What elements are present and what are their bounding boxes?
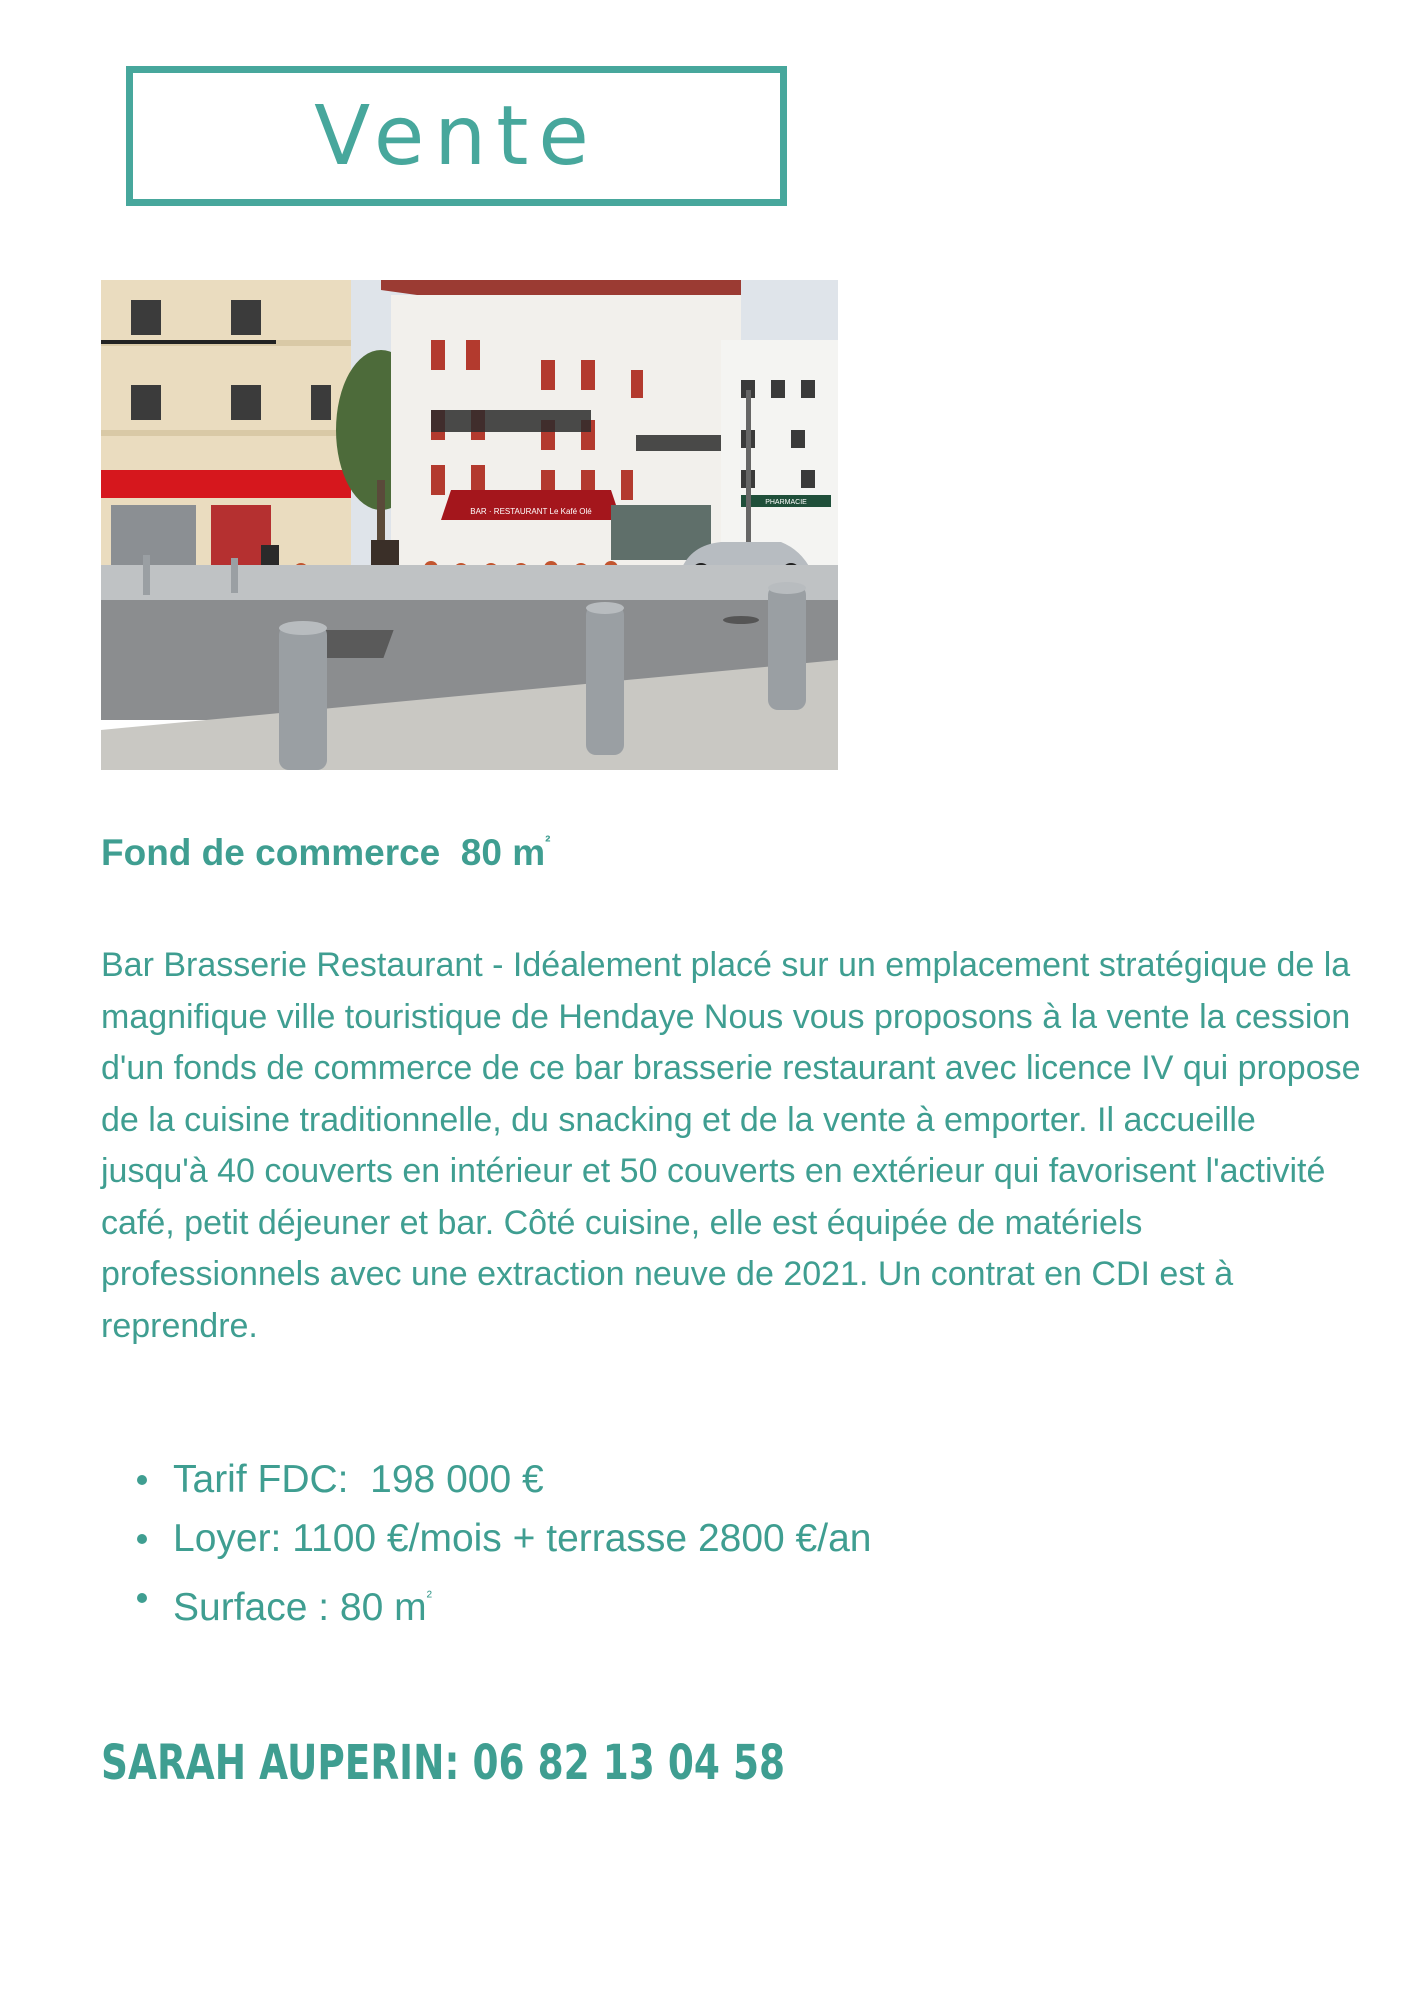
- key-facts-list: [101, 1450, 871, 1637]
- square-meter-superscript: ²: [545, 834, 551, 851]
- listing-description: Bar Brasserie Restaurant - Idéalement placé sur un emplacement stratégique de la magnifique ville touristique de Hendaye Nous vous proposons à la vente la cession d'un fonds de commerce de ce bar brasserie restaurant avec licence IV qui propose de la cuisine traditionnelle, du snacking et de la vente à emporter. Il accueille jusqu'à 40 couverts en intérieur et 50 couverts en extérieur qui favorisent l'activité café, petit déjeuner et bar. Côté cuisine, elle est équipée de matériels professionnels avec une extraction neuve de 2021. Un contrat en CDI est à reprendre.: [101, 946, 1361, 1345]
- svg-text:PHARMACIE: PHARMACIE: [765, 499, 807, 506]
- bullet-text: Surface : 80 m: [173, 1586, 427, 1629]
- square-meter-superscript: ²: [426, 1589, 432, 1606]
- svg-text:BAR · RESTAURANT Le Kafé Olé: BAR · RESTAURANT Le Kafé Olé: [470, 507, 592, 516]
- bullet-dot-icon: [137, 1475, 147, 1485]
- bullet-text: Loyer: 1100 €/mois + terrasse 2800 €/an: [173, 1517, 872, 1560]
- list-item-rent: [101, 1509, 871, 1568]
- property-photo: [101, 280, 838, 770]
- list-item-price: [101, 1450, 871, 1509]
- bullet-text: Tarif FDC: 198 000 €: [173, 1458, 544, 1501]
- bullet-dot-icon: [137, 1593, 147, 1603]
- listing-heading-text: Fond de commerce 80 m: [101, 832, 546, 873]
- title-box: [126, 66, 787, 206]
- bullet-dot-icon: [137, 1534, 147, 1544]
- listing-heading: [101, 832, 550, 874]
- contact-line: SARAH AUPERIN: 06 82 13 04 58: [101, 1735, 786, 1791]
- street-photo-icon: [101, 280, 838, 770]
- list-item-surface: [101, 1568, 871, 1637]
- page-title: Vente: [314, 88, 599, 184]
